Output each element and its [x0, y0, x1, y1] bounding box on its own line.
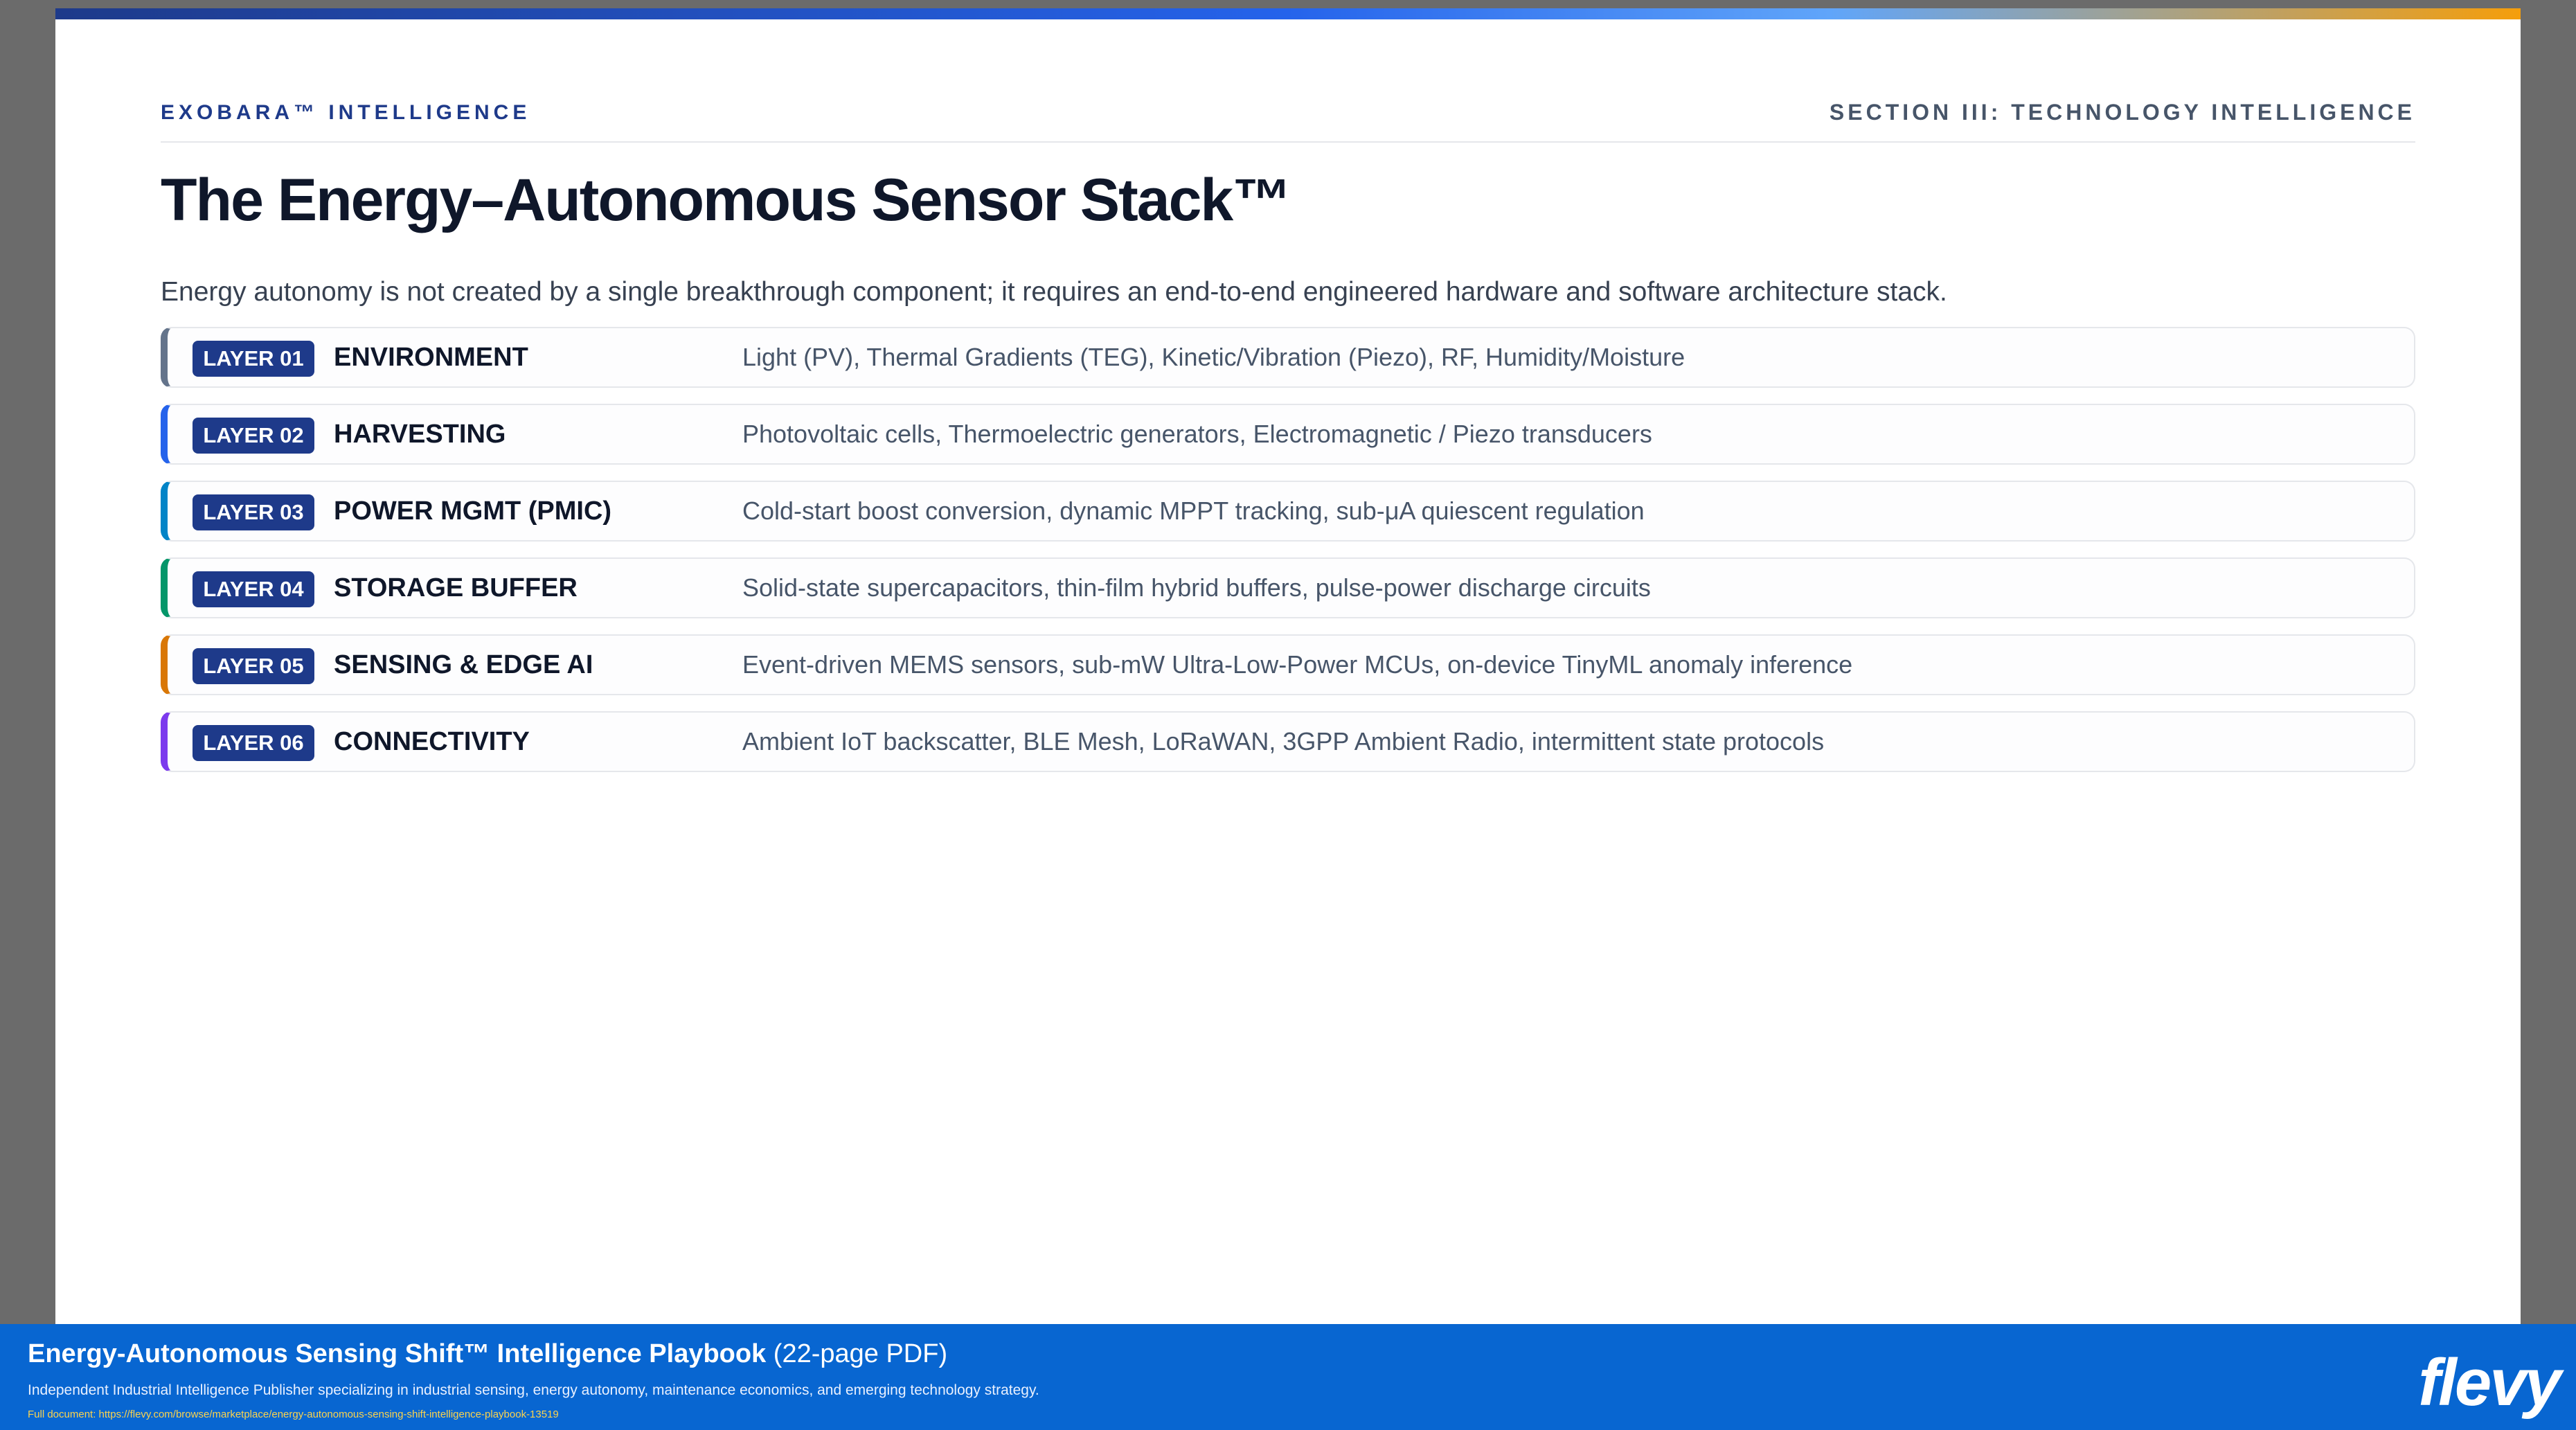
document-link[interactable]: Full document: https://flevy.com/browse/marketplace/energy-autonomous-sensing-shift-intelligence-playbook-13519	[28, 1409, 559, 1420]
footer-banner	[0, 1324, 2576, 1430]
slide	[55, 8, 2521, 1324]
layer-name: POWER MGMT (PMIC)	[334, 497, 612, 526]
footer-title[interactable]	[28, 1339, 947, 1369]
layer-badge: LAYER 02	[193, 418, 314, 454]
layer-description: Light (PV), Thermal Gradients (TEG), Kinetic/Vibration (Piezo), RF, Humidity/Moisture	[742, 343, 1685, 371]
layer-row-06	[161, 711, 2415, 772]
layer-name: HARVESTING	[334, 420, 506, 449]
brand-label: EXOBARA™ INTELLIGENCE	[161, 101, 531, 124]
layer-description: Cold-start boost conversion, dynamic MPPT tracking, sub-μA quiescent regulation	[742, 497, 1645, 525]
top-accent-bar	[55, 8, 2521, 19]
layer-row-04	[161, 557, 2415, 618]
layer-description: Event-driven MEMS sensors, sub-mW Ultra-Low-Power MCUs, on-device TinyML anomaly inference	[742, 650, 1853, 679]
page-title: The Energy–Autonomous Sensor Stack™	[161, 167, 1291, 233]
layer-description: Photovoltaic cells, Thermoelectric generators, Electromagnetic / Piezo transducers	[742, 420, 1652, 448]
layer-badge: LAYER 05	[193, 648, 314, 684]
layer-badge: LAYER 03	[193, 494, 314, 530]
layer-stack	[161, 327, 2415, 788]
page-subtitle: Energy autonomy is not created by a single breakthrough component; it requires an end-to-end engineered hardware and software architecture stack.	[161, 277, 1947, 307]
layer-row-02	[161, 404, 2415, 465]
layer-row-05	[161, 634, 2415, 695]
section-label: SECTION III: TECHNOLOGY INTELLIGENCE	[1829, 100, 2415, 125]
layer-description: Solid-state supercapacitors, thin-film hybrid buffers, pulse-power discharge circuits	[742, 573, 1651, 602]
layer-name: SENSING & EDGE AI	[334, 650, 593, 679]
layer-badge: LAYER 06	[193, 725, 314, 761]
layer-description: Ambient IoT backscatter, BLE Mesh, LoRaWAN, 3GPP Ambient Radio, intermittent state protocols	[742, 727, 1825, 756]
layer-name: STORAGE BUFFER	[334, 573, 578, 602]
layer-name: ENVIRONMENT	[334, 343, 528, 372]
layer-badge: LAYER 04	[193, 571, 314, 607]
page-count: (22-page PDF)	[773, 1339, 948, 1368]
layer-row-03	[161, 481, 2415, 542]
document-title[interactable]: Energy-Autonomous Sensing Shift™ Intelligence Playbook	[28, 1339, 767, 1368]
publisher-description: Independent Industrial Intelligence Publisher specializing in industrial sensing, energy autonomy, maintenance economics, and emerging technology strategy.	[28, 1382, 1039, 1398]
flevy-logo[interactable]: flevy	[2418, 1346, 2559, 1420]
slide-header	[161, 90, 2415, 143]
layer-badge: LAYER 01	[193, 341, 314, 377]
layer-row-01	[161, 327, 2415, 388]
layer-name: CONNECTIVITY	[334, 727, 530, 756]
